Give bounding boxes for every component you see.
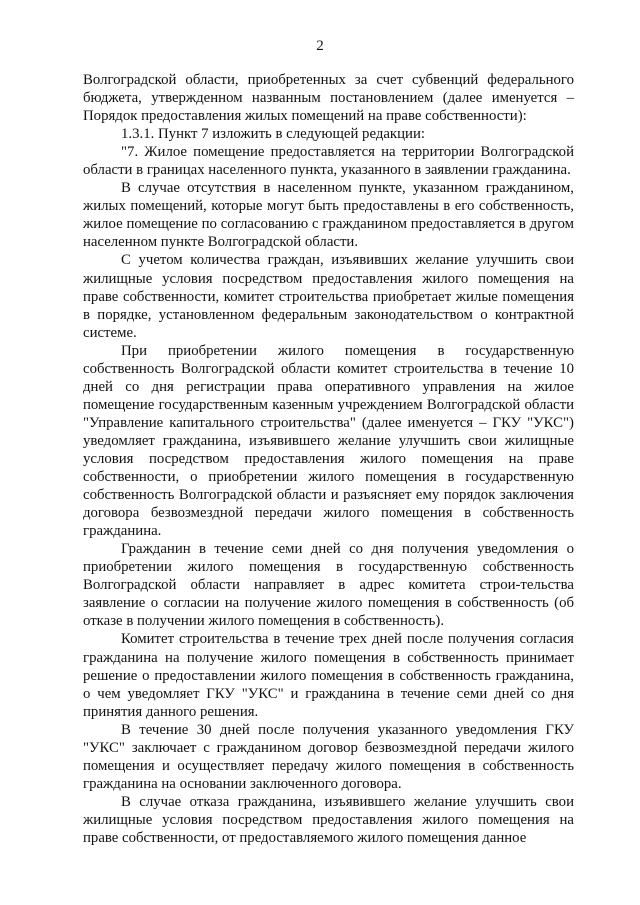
page-number: 2: [316, 38, 324, 54]
paragraph: С учетом количества граждан, изъявивших желание улучшить свои жилищные условия посредством предоставления жилого помещения на праве собственности, комитет строительства приобретает жилые помещения в порядке, установленном федеральным законодательством о контрактной системе.: [83, 252, 574, 341]
paragraph: "7. Жилое помещение предоставляется на территории Волгоградской области в границах населенного пункта, указанного в заявлении гражданина.: [83, 144, 574, 179]
paragraph: Гражданин в течение семи дней со дня получения уведомления о приобретении жилого помещения в государственную собственность Волгоградской области направляет в адрес комитета строи-тельства заявление о согласии на получение жилого помещения в собственность (об отказе в получении жилого помещения в собственность).: [83, 541, 574, 630]
paragraph: Комитет строительства в течение трех дней после получения согласия гражданина на получение жилого помещения в собственность принимает решение о предоставлении жилого помещения в собственность гражданина, о чем уведомляет ГКУ "УКС" и гражданина в течение семи дней со дня принятия данного решения.: [83, 631, 574, 720]
document-body: [83, 71, 574, 847]
paragraph: В случае отсутствия в населенном пункте, указанном гражданином, жилых помещений, которые могут быть предоставлены в его собственность, жилое помещение по согласованию с гражданином предоставляется в другом населенном пункте Волгоградской области.: [83, 180, 574, 251]
paragraph: При приобретении жилого помещения в государственную собственность Волгоградской области комитет строительства в течение 10 дней со дня регистрации права оперативного управления на жилое помещение государственным казенным учреждением Волгоградской области "Управление капитального строительства" (далее именуется – ГКУ "УКС") уведомляет гражданина, изъявившего желание улучшить свои жилищные условия посредством предоставления жилого помещения на праве собственности, о приобретении жилого помещения в государственную собственность Волгоградской области и разъясняет ему порядок заключения договора безвозмездной передачи жилого помещения в собственность гражданина.: [83, 342, 574, 540]
paragraph: Волгоградской области, приобретенных за счет субвенций федерального бюджета, утвержденном названным постановлением (далее именуется – Порядок предоставления жилых помещений на праве собственности):: [83, 72, 574, 125]
paragraph: В течение 30 дней после получения указанного уведомления ГКУ "УКС" заключает с гражданином договор безвозмездной передачи жилого помещения и осуществляет передачу жилого помещения в собственность гражданина на основании заключенного договора.: [83, 721, 574, 792]
paragraph: 1.3.1. Пункт 7 изложить в следующей редакции:: [121, 126, 425, 143]
paragraph: В случае отказа гражданина, изъявившего желание улучшить свои жилищные условия посредством предоставления жилого помещения на праве собственности, от предоставляемого жилого помещения данное: [83, 793, 574, 846]
